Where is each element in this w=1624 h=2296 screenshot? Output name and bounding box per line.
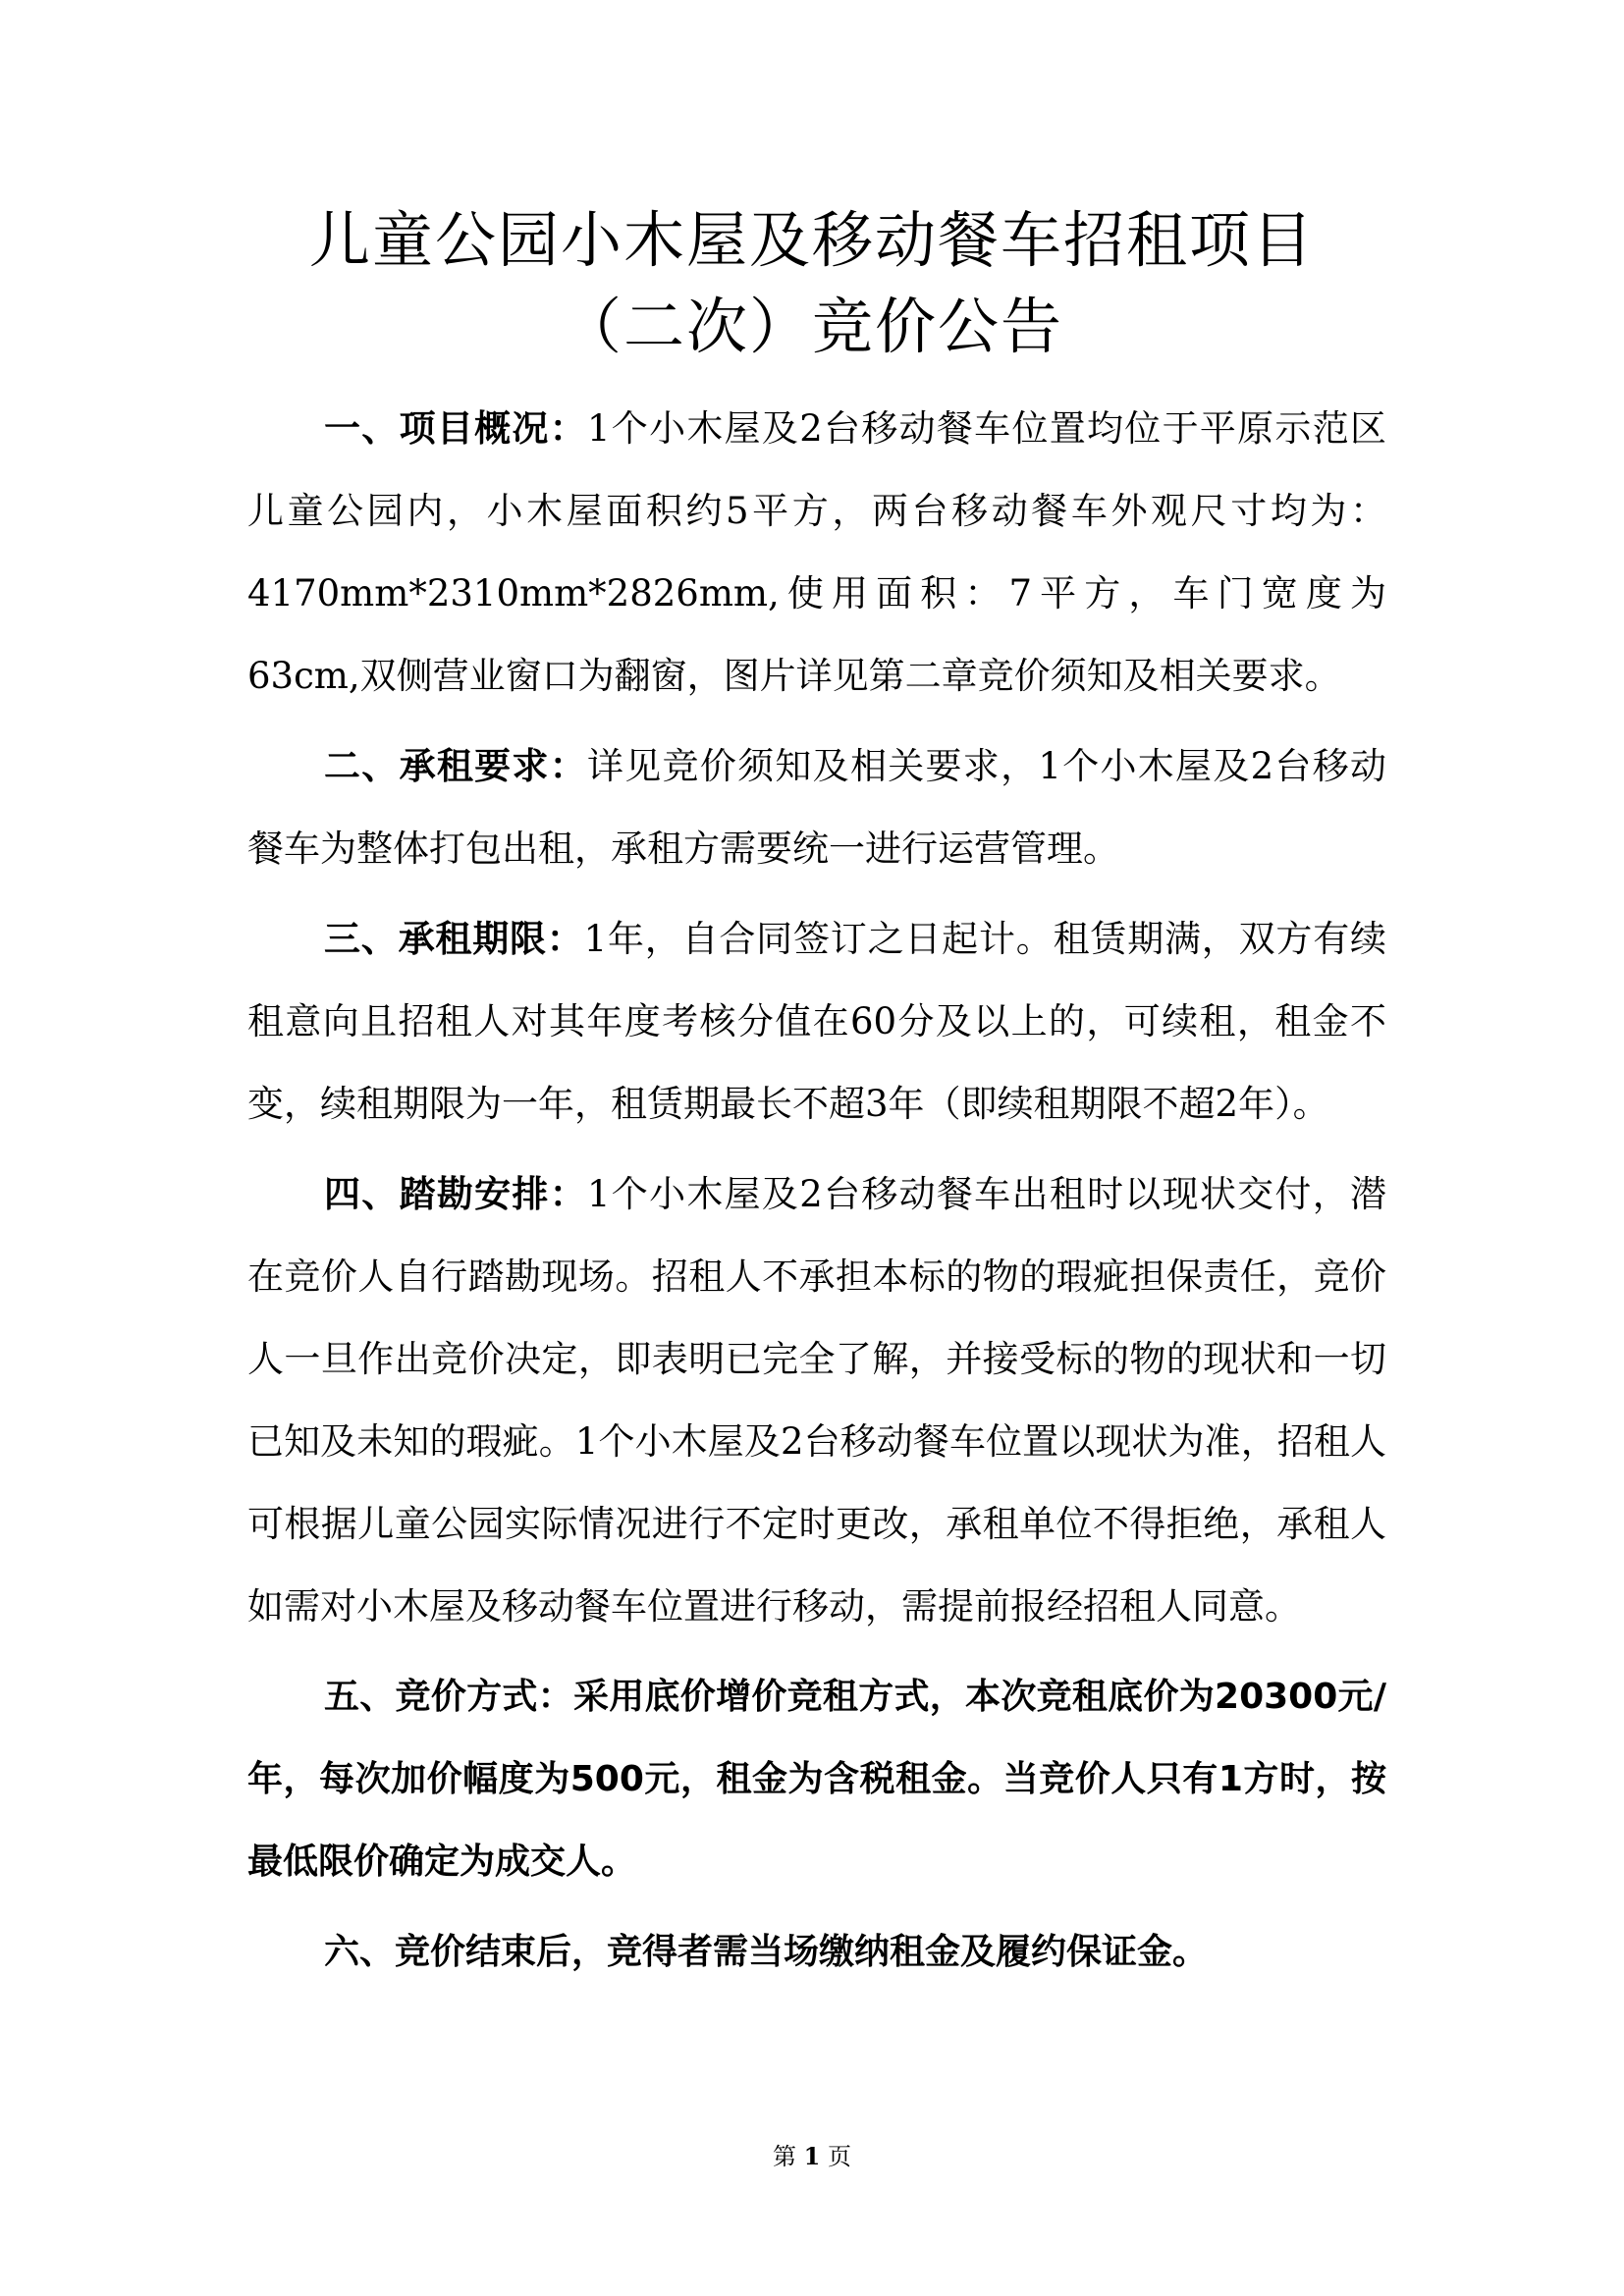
page-footer: [0, 2142, 1624, 2171]
section-rental-term: [247, 898, 1386, 1146]
section-site-inspection: [247, 1153, 1386, 1648]
section-bidding-method: [247, 1656, 1386, 1903]
section-text: 1个小木屋及2台移动餐车位置均位于平原示范区儿童公园内，小木屋面积约5平方，两台移动餐车外观尺寸均为：4170mm*2310mm*2826mm,使用面积：7平方，车门宽度为63cm,双侧营业窗口为翻窗，图片详见第二章竞价须知及相关要求。: [247, 407, 1386, 697]
section-rental-requirements: [247, 725, 1386, 890]
section-text: 1个小木屋及2台移动餐车出租时以现状交付，潜在竞价人自行踏勘现场。招租人不承担本标的物的瑕疵担保责任，竞价人一旦作出竞价决定，即表明已完全了解，并接受标的物的现状和一切已知及未知的瑕疵。1个小木屋及2台移动餐车位置以现状为准，招租人可根据儿童公园实际情况进行不定时更改，承租单位不得拒绝，承租人如需对小木屋及移动餐车位置进行移动，需提前报经招租人同意。: [247, 1173, 1386, 1628]
document-title-line-2: （二次）竞价公告: [560, 291, 1063, 362]
section-text: 1年，自合同签订之日起计。租赁期满，双方有续租意向且招租人对其年度考核分值在60分及以上的，可续租，租金不变，续租期限为一年，租赁期最长不超3年（即续租期限不超2年）。: [247, 918, 1387, 1125]
section-text: 详见竞价须知及相关要求，1个小木屋及2台移动餐车为整体打包出租，承租方需要统一进行运营管理。: [247, 745, 1386, 870]
section-text: 采用底价增价竞租方式，本次竞租底价为20300元/年，每次加价幅度为500元，租金为含税租金。当竞价人只有1方时，按最低限价确定为成交人。: [247, 1677, 1386, 1882]
document-body: [247, 388, 1386, 1994]
section-heading: 三、承租期限：: [324, 918, 584, 960]
section-heading: 一、项目概况：: [324, 407, 587, 450]
section-after-bidding: [247, 1911, 1386, 1994]
page-number-suffix: 页: [827, 2143, 851, 2170]
section-heading: 四、踏勘安排：: [324, 1173, 587, 1215]
section-heading: 五、竞价方式：: [324, 1677, 573, 1717]
page-number-prefix: 第: [773, 2143, 796, 2170]
document-title-line-1: 儿童公园小木屋及移动餐车招租项目: [308, 204, 1315, 276]
section-heading: 二、承租要求：: [324, 745, 587, 787]
section-text: 六、竞价结束后，竞得者需当场缴纳租金及履约保证金。: [324, 1932, 1209, 1972]
section-project-overview: [247, 388, 1386, 718]
page-number: 1: [803, 2142, 821, 2170]
